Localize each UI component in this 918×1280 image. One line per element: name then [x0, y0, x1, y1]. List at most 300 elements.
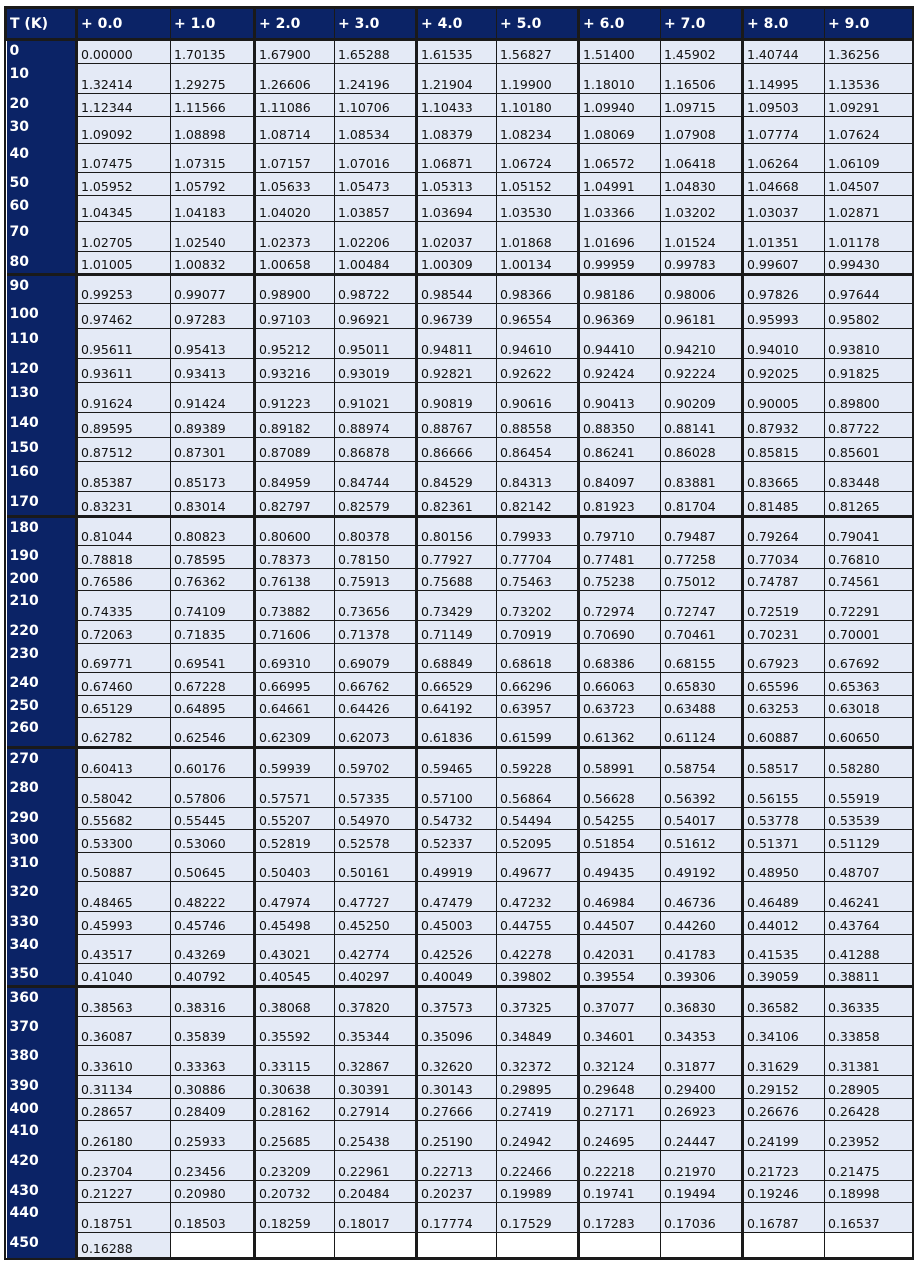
value-cell: 0.58754	[661, 748, 743, 778]
col-header: + 8.0	[743, 9, 825, 40]
value-cell: 0.93019	[335, 358, 417, 383]
value-cell: 0.63488	[661, 695, 743, 718]
value-cell: 0.63723	[579, 695, 661, 718]
value-cell: 0.64661	[255, 695, 335, 718]
value-cell: 0.48707	[825, 852, 913, 882]
value-cell: 1.07774	[743, 116, 825, 143]
value-cell: 0.31877	[661, 1046, 743, 1076]
value-cell: 1.04991	[579, 173, 661, 196]
value-cell: 0.99077	[171, 274, 255, 304]
value-cell: 1.07908	[661, 116, 743, 143]
row-temperature-label: 270	[7, 748, 77, 778]
value-cell: 1.06871	[417, 143, 497, 173]
value-cell: 1.67900	[255, 40, 335, 64]
value-cell: 0.76362	[171, 568, 255, 591]
table-row	[7, 568, 913, 591]
value-cell: 0.44755	[497, 912, 579, 935]
value-cell: 0.92821	[417, 358, 497, 383]
table-row	[7, 329, 913, 359]
value-cell: 1.02705	[77, 222, 171, 252]
value-cell: 0.84313	[497, 462, 579, 492]
value-cell: 0.73656	[335, 591, 417, 621]
value-cell: 0.89595	[77, 413, 171, 438]
row-temperature-label: 350	[7, 964, 77, 987]
value-cell: 1.05792	[171, 173, 255, 196]
value-cell: 0.77704	[497, 546, 579, 569]
value-cell: 0.83665	[743, 462, 825, 492]
value-cell: 0.70461	[661, 621, 743, 644]
value-cell: 0.92622	[497, 358, 579, 383]
value-cell: 0.83014	[171, 491, 255, 516]
value-cell: 0.41535	[743, 934, 825, 964]
value-cell: 1.00134	[497, 252, 579, 275]
row-temperature-label: 400	[7, 1098, 77, 1121]
value-cell: 0.28905	[825, 1076, 913, 1099]
value-cell: 0.78818	[77, 546, 171, 569]
row-temperature-label: 130	[7, 383, 77, 413]
value-cell: 0.65596	[743, 673, 825, 696]
value-cell: 0.18017	[335, 1203, 417, 1233]
value-cell: 1.19900	[497, 63, 579, 94]
value-cell: 0.69771	[77, 643, 171, 673]
value-cell: 1.16506	[661, 63, 743, 94]
value-cell: 0.78373	[255, 546, 335, 569]
row-temperature-label: 100	[7, 304, 77, 329]
value-cell: 0.73202	[497, 591, 579, 621]
table-row	[7, 437, 913, 462]
value-cell: 0.22713	[417, 1150, 497, 1180]
value-cell: 1.04183	[171, 195, 255, 222]
table-row	[7, 695, 913, 718]
value-cell: 1.01005	[77, 252, 171, 275]
value-cell: 0.66762	[335, 673, 417, 696]
value-cell: 0.56392	[661, 777, 743, 807]
value-cell: 0.74109	[171, 591, 255, 621]
value-cell: 0.71606	[255, 621, 335, 644]
value-cell	[417, 1232, 497, 1257]
table-row	[7, 358, 913, 383]
value-cell: 0.37077	[579, 986, 661, 1016]
col-header: + 5.0	[497, 9, 579, 40]
value-cell: 0.25190	[417, 1121, 497, 1151]
value-cell	[497, 1232, 579, 1257]
value-cell: 0.93413	[171, 358, 255, 383]
value-cell: 0.41783	[661, 934, 743, 964]
value-cell: 1.01868	[497, 222, 579, 252]
value-cell: 1.05633	[255, 173, 335, 196]
value-cell: 0.99430	[825, 252, 913, 275]
value-cell: 0.75688	[417, 568, 497, 591]
row-temperature-label: 210	[7, 591, 77, 621]
value-cell: 0.75913	[335, 568, 417, 591]
value-cell: 0.56155	[743, 777, 825, 807]
value-cell: 0.31134	[77, 1076, 171, 1099]
value-cell: 0.74787	[743, 568, 825, 591]
row-temperature-label: 30	[7, 116, 77, 143]
value-cell: 0.86028	[661, 437, 743, 462]
table-row	[7, 1016, 913, 1046]
value-cell: 0.93810	[825, 329, 913, 359]
value-cell: 0.67923	[743, 643, 825, 673]
value-cell: 1.13536	[825, 63, 913, 94]
value-cell: 0.00000	[77, 40, 171, 64]
value-cell: 0.56864	[497, 777, 579, 807]
value-cell: 0.94410	[579, 329, 661, 359]
value-cell: 0.45498	[255, 912, 335, 935]
value-cell: 0.87301	[171, 437, 255, 462]
value-cell: 0.97103	[255, 304, 335, 329]
table-row	[7, 1121, 913, 1151]
value-cell: 0.40545	[255, 964, 335, 987]
row-temperature-label: 190	[7, 546, 77, 569]
value-cell: 0.84529	[417, 462, 497, 492]
row-temperature-label: 320	[7, 882, 77, 912]
row-temperature-label: 10	[7, 63, 77, 94]
value-cell: 0.52337	[417, 830, 497, 853]
value-cell: 1.09092	[77, 116, 171, 143]
value-cell: 0.58991	[579, 748, 661, 778]
value-cell: 0.62073	[335, 718, 417, 748]
value-cell: 1.03530	[497, 195, 579, 222]
value-cell: 0.27914	[335, 1098, 417, 1121]
value-cell: 1.24196	[335, 63, 417, 94]
value-cell: 1.06264	[743, 143, 825, 173]
value-cell: 0.62782	[77, 718, 171, 748]
value-cell: 0.23704	[77, 1150, 171, 1180]
value-cell: 0.69541	[171, 643, 255, 673]
value-cell: 0.61599	[497, 718, 579, 748]
value-cell: 0.23952	[825, 1121, 913, 1151]
value-cell: 0.26428	[825, 1098, 913, 1121]
value-cell: 0.94210	[661, 329, 743, 359]
table-row	[7, 222, 913, 252]
value-cell: 0.52095	[497, 830, 579, 853]
row-temperature-label: 440	[7, 1203, 77, 1233]
value-cell: 1.14995	[743, 63, 825, 94]
value-cell: 0.49677	[497, 852, 579, 882]
value-cell: 0.79264	[743, 516, 825, 546]
value-cell: 0.88767	[417, 413, 497, 438]
table-row	[7, 143, 913, 173]
value-cell: 0.50403	[255, 852, 335, 882]
value-cell: 0.55445	[171, 807, 255, 830]
value-cell: 0.77927	[417, 546, 497, 569]
value-cell: 0.21970	[661, 1150, 743, 1180]
value-cell: 0.87512	[77, 437, 171, 462]
table-row	[7, 116, 913, 143]
row-temperature-label: 410	[7, 1121, 77, 1151]
value-cell: 0.25438	[335, 1121, 417, 1151]
table-row	[7, 718, 913, 748]
value-cell: 1.18010	[579, 63, 661, 94]
value-cell: 0.68155	[661, 643, 743, 673]
value-cell: 0.71835	[171, 621, 255, 644]
value-cell: 0.55207	[255, 807, 335, 830]
value-cell: 0.90005	[743, 383, 825, 413]
value-cell: 0.98722	[335, 274, 417, 304]
value-cell: 1.40744	[743, 40, 825, 64]
row-temperature-label: 110	[7, 329, 77, 359]
table-row	[7, 882, 913, 912]
value-cell: 0.18259	[255, 1203, 335, 1233]
value-cell: 0.95212	[255, 329, 335, 359]
value-cell: 0.48222	[171, 882, 255, 912]
value-cell: 0.95413	[171, 329, 255, 359]
value-cell: 1.00658	[255, 252, 335, 275]
table-row	[7, 591, 913, 621]
row-temperature-label: 70	[7, 222, 77, 252]
value-cell: 0.36830	[661, 986, 743, 1016]
value-cell: 0.19741	[579, 1180, 661, 1203]
table-row	[7, 777, 913, 807]
value-cell: 0.42278	[497, 934, 579, 964]
value-cell: 0.60887	[743, 718, 825, 748]
value-cell: 0.35344	[335, 1016, 417, 1046]
value-cell: 0.94610	[497, 329, 579, 359]
value-cell: 0.28657	[77, 1098, 171, 1121]
value-cell: 0.27419	[497, 1098, 579, 1121]
value-cell: 1.04507	[825, 173, 913, 196]
value-cell: 1.03366	[579, 195, 661, 222]
row-temperature-label: 340	[7, 934, 77, 964]
value-cell: 0.28409	[171, 1098, 255, 1121]
value-cell: 0.99959	[579, 252, 661, 275]
table-row	[7, 462, 913, 492]
value-cell: 1.03857	[335, 195, 417, 222]
value-cell: 0.44260	[661, 912, 743, 935]
value-cell: 0.63018	[825, 695, 913, 718]
row-temperature-label: 260	[7, 718, 77, 748]
value-cell: 0.87722	[825, 413, 913, 438]
value-cell: 0.16288	[77, 1232, 171, 1257]
value-cell: 0.53778	[743, 807, 825, 830]
value-cell: 0.54732	[417, 807, 497, 830]
value-cell: 0.47974	[255, 882, 335, 912]
value-cell: 0.19494	[661, 1180, 743, 1203]
value-cell: 0.19989	[497, 1180, 579, 1203]
table-row	[7, 383, 913, 413]
value-cell: 0.99607	[743, 252, 825, 275]
row-temperature-label: 90	[7, 274, 77, 304]
value-cell: 0.59939	[255, 748, 335, 778]
row-temperature-label: 170	[7, 491, 77, 516]
value-cell: 1.08069	[579, 116, 661, 143]
value-cell: 1.00832	[171, 252, 255, 275]
value-cell: 0.59228	[497, 748, 579, 778]
value-cell: 0.26923	[661, 1098, 743, 1121]
value-cell: 0.45250	[335, 912, 417, 935]
value-cell: 1.04345	[77, 195, 171, 222]
value-cell: 0.46736	[661, 882, 743, 912]
value-cell: 0.70001	[825, 621, 913, 644]
value-cell: 0.35592	[255, 1016, 335, 1046]
value-cell: 0.72063	[77, 621, 171, 644]
value-cell: 0.85173	[171, 462, 255, 492]
value-cell: 0.62309	[255, 718, 335, 748]
value-cell: 1.04668	[743, 173, 825, 196]
table-row	[7, 304, 913, 329]
value-cell: 0.77034	[743, 546, 825, 569]
row-temperature-label: 20	[7, 94, 77, 117]
value-cell: 0.21723	[743, 1150, 825, 1180]
value-cell: 0.30391	[335, 1076, 417, 1099]
value-cell: 0.60176	[171, 748, 255, 778]
value-cell: 0.98366	[497, 274, 579, 304]
value-cell: 0.43517	[77, 934, 171, 964]
value-cell: 0.93216	[255, 358, 335, 383]
row-temperature-label: 430	[7, 1180, 77, 1203]
value-cell: 0.44507	[579, 912, 661, 935]
value-cell: 0.38811	[825, 964, 913, 987]
table-row	[7, 807, 913, 830]
value-cell: 0.18998	[825, 1180, 913, 1203]
value-cell: 0.60650	[825, 718, 913, 748]
value-cell: 1.21904	[417, 63, 497, 94]
value-cell: 0.18503	[171, 1203, 255, 1233]
value-cell: 0.79933	[497, 516, 579, 546]
value-cell: 0.29648	[579, 1076, 661, 1099]
value-cell: 0.95993	[743, 304, 825, 329]
table-row	[7, 621, 913, 644]
table-row	[7, 852, 913, 882]
value-cell: 0.51854	[579, 830, 661, 853]
row-temperature-label: 40	[7, 143, 77, 173]
value-cell: 0.81265	[825, 491, 913, 516]
value-cell: 0.85815	[743, 437, 825, 462]
value-cell: 0.93611	[77, 358, 171, 383]
value-cell: 1.01351	[743, 222, 825, 252]
value-cell: 0.36335	[825, 986, 913, 1016]
value-cell: 0.85387	[77, 462, 171, 492]
value-cell: 0.25685	[255, 1121, 335, 1151]
value-cell: 0.96369	[579, 304, 661, 329]
value-cell: 0.71378	[335, 621, 417, 644]
value-cell: 0.67228	[171, 673, 255, 696]
value-cell: 0.61124	[661, 718, 743, 748]
value-cell: 1.08534	[335, 116, 417, 143]
value-cell: 1.07315	[171, 143, 255, 173]
value-cell: 0.68618	[497, 643, 579, 673]
value-cell: 0.48950	[743, 852, 825, 882]
value-cell: 0.18751	[77, 1203, 171, 1233]
value-cell: 0.86878	[335, 437, 417, 462]
value-cell: 0.21227	[77, 1180, 171, 1203]
value-cell: 0.50161	[335, 852, 417, 882]
value-cell: 0.97462	[77, 304, 171, 329]
value-cell: 0.96921	[335, 304, 417, 329]
value-cell: 0.32867	[335, 1046, 417, 1076]
value-cell: 0.94010	[743, 329, 825, 359]
value-cell: 0.57100	[417, 777, 497, 807]
value-cell: 0.49919	[417, 852, 497, 882]
value-cell: 0.83231	[77, 491, 171, 516]
row-temperature-label: 230	[7, 643, 77, 673]
value-cell: 0.28162	[255, 1098, 335, 1121]
value-cell: 1.07624	[825, 116, 913, 143]
value-cell: 0.53300	[77, 830, 171, 853]
table-row	[7, 748, 913, 778]
table-row	[7, 912, 913, 935]
value-cell: 0.51129	[825, 830, 913, 853]
temperature-column-header: T (K)	[7, 9, 77, 40]
table-row	[7, 491, 913, 516]
value-cell: 0.54970	[335, 807, 417, 830]
value-cell: 0.76810	[825, 546, 913, 569]
value-cell: 0.36087	[77, 1016, 171, 1046]
value-cell	[171, 1232, 255, 1257]
table-row	[7, 1232, 913, 1257]
value-cell: 0.75012	[661, 568, 743, 591]
value-cell: 0.30886	[171, 1076, 255, 1099]
value-cell: 0.58042	[77, 777, 171, 807]
value-cell: 0.48465	[77, 882, 171, 912]
value-cell: 1.07157	[255, 143, 335, 173]
value-cell: 0.96181	[661, 304, 743, 329]
value-cell: 0.40297	[335, 964, 417, 987]
value-cell: 0.62546	[171, 718, 255, 748]
value-cell: 0.84744	[335, 462, 417, 492]
value-cell: 0.96554	[497, 304, 579, 329]
value-cell: 0.98900	[255, 274, 335, 304]
value-cell: 0.38563	[77, 986, 171, 1016]
value-cell: 0.82797	[255, 491, 335, 516]
col-header: + 1.0	[171, 9, 255, 40]
table-row	[7, 1180, 913, 1203]
value-cell: 0.54017	[661, 807, 743, 830]
value-cell: 0.38316	[171, 986, 255, 1016]
value-cell: 0.66529	[417, 673, 497, 696]
temperature-value-table	[6, 8, 913, 1258]
value-cell: 1.02540	[171, 222, 255, 252]
value-cell: 1.05152	[497, 173, 579, 196]
value-cell: 0.55919	[825, 777, 913, 807]
value-cell: 0.51612	[661, 830, 743, 853]
table-row	[7, 252, 913, 275]
value-cell: 0.37573	[417, 986, 497, 1016]
value-cell: 1.70135	[171, 40, 255, 64]
row-temperature-label: 180	[7, 516, 77, 546]
value-cell: 0.63253	[743, 695, 825, 718]
row-temperature-label: 330	[7, 912, 77, 935]
value-cell: 0.86454	[497, 437, 579, 462]
value-cell: 1.56827	[497, 40, 579, 64]
value-cell: 0.38068	[255, 986, 335, 1016]
value-cell: 0.56628	[579, 777, 661, 807]
value-cell: 0.27171	[579, 1098, 661, 1121]
value-cell: 0.85601	[825, 437, 913, 462]
table-row	[7, 516, 913, 546]
value-cell: 0.49192	[661, 852, 743, 882]
value-cell: 0.81044	[77, 516, 171, 546]
value-cell: 0.76138	[255, 568, 335, 591]
value-cell: 0.61836	[417, 718, 497, 748]
value-cell: 0.30638	[255, 1076, 335, 1099]
value-cell: 0.42526	[417, 934, 497, 964]
value-cell: 0.43764	[825, 912, 913, 935]
value-cell: 0.89800	[825, 383, 913, 413]
value-cell: 1.29275	[171, 63, 255, 94]
value-cell: 1.09291	[825, 94, 913, 117]
value-cell: 0.41288	[825, 934, 913, 964]
value-cell: 0.30143	[417, 1076, 497, 1099]
value-cell: 0.79710	[579, 516, 661, 546]
value-cell: 0.97283	[171, 304, 255, 329]
value-cell: 0.34353	[661, 1016, 743, 1046]
value-cell: 0.23209	[255, 1150, 335, 1180]
value-cell: 0.89389	[171, 413, 255, 438]
value-cell: 1.26606	[255, 63, 335, 94]
value-cell: 0.22466	[497, 1150, 579, 1180]
